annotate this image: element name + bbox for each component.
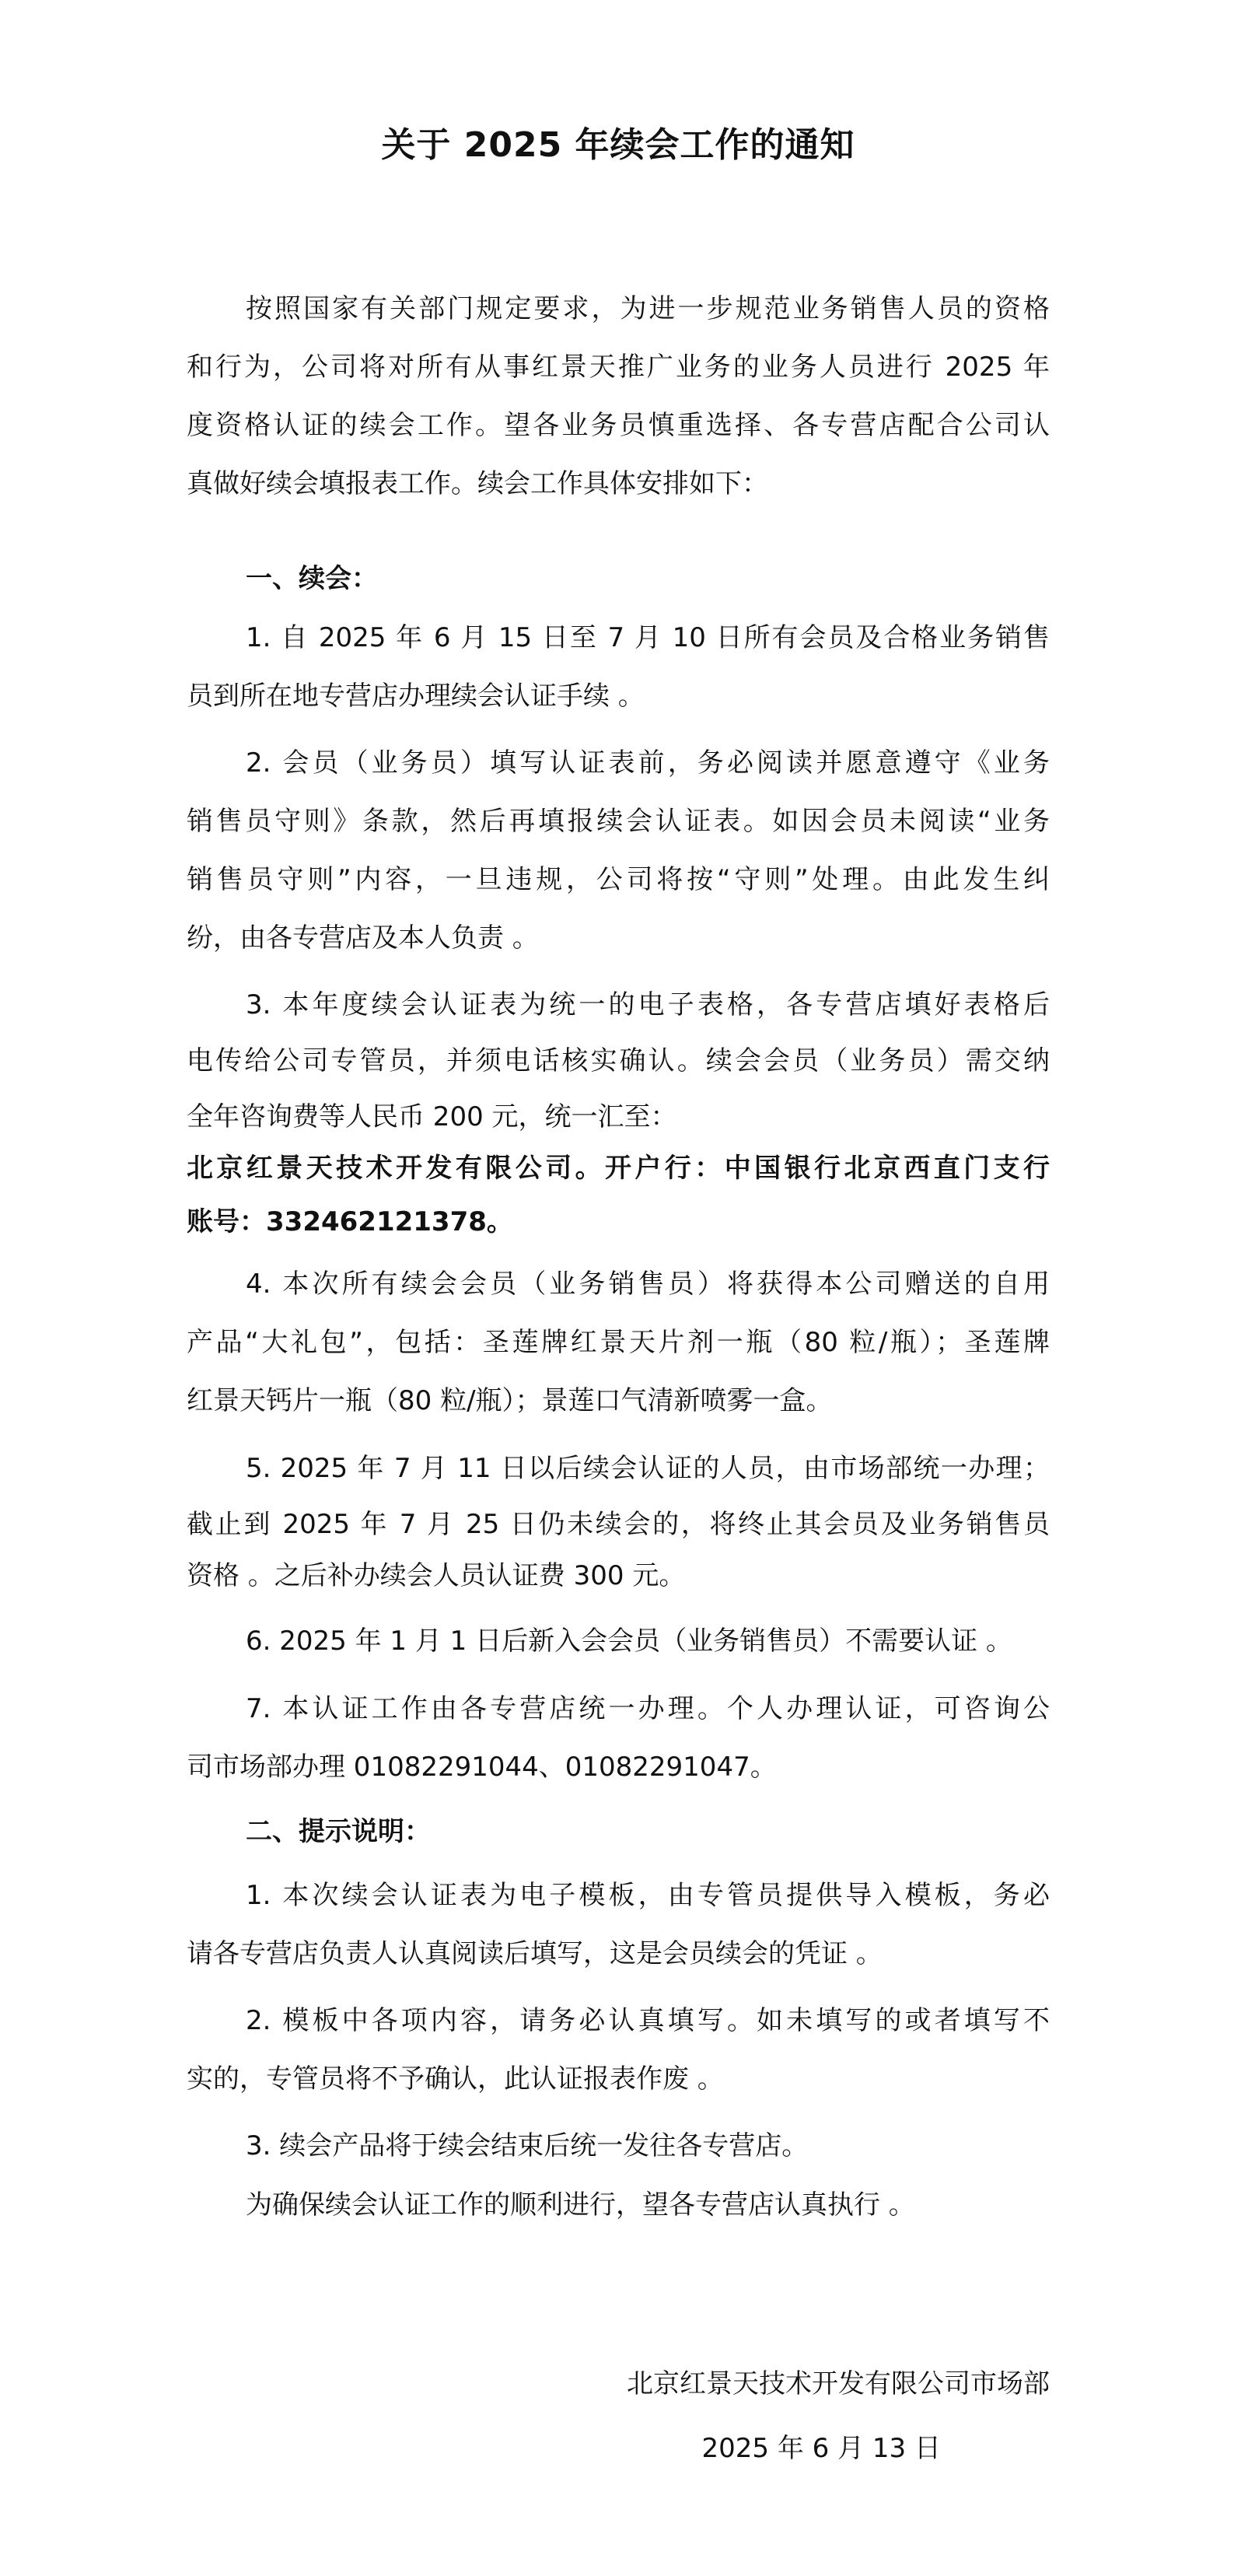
renewal-item-3: 全年咨询费等人民币 200 元，统一汇至： xyxy=(187,1101,677,1132)
renewal-item-2: 纷，由各专营店及本人负责 。 xyxy=(187,922,539,954)
renewal-item-1: 员到所在地专营店办理续会认证手续 。 xyxy=(187,681,645,712)
notes-item-2: 实的，专管员将不予确认，此认证报表作废 。 xyxy=(187,2063,724,2095)
closing-statement: 为确保续会认证工作的顺利进行，望各专营店认真执行 。 xyxy=(246,2189,915,2221)
intro-line: 按照国家有关部门规定要求，为进一步规范业务销售人员的资格 xyxy=(246,293,1050,324)
bank-account-number: 账号：332462121378。 xyxy=(187,1206,513,1237)
renewal-item-5: 5. 2025 年 7 月 11 日以后续会认证的人员，由市场部统一办理； xyxy=(246,1453,1050,1484)
notes-item-1: 1. 本次续会认证表为电子模板，由专管员提供导入模板，务必 xyxy=(246,1880,1050,1911)
intro-line: 度资格认证的续会工作。望各业务员慎重选择、各专营店配合公司认 xyxy=(187,410,1050,441)
renewal-item-2: 2. 会员（业务员）填写认证表前，务必阅读并愿意遵守《业务 xyxy=(246,747,1050,779)
renewal-item-1: 1. 自 2025 年 6 月 15 日至 7 月 10 日所有会员及合格业务销售 xyxy=(246,622,1050,653)
renewal-item-4: 4. 本次所有续会会员（业务销售员）将获得本公司赠送的自用 xyxy=(246,1269,1050,1300)
notes-item-2: 2. 模板中各项内容，请务必认真填写。如未填写的或者填写不 xyxy=(246,2005,1050,2036)
intro-line: 和行为，公司将对所有从事红景天推广业务的业务人员进行 2025 年 xyxy=(187,352,1050,383)
document-title: 关于 2025 年续会工作的通知 xyxy=(381,125,855,165)
renewal-item-6: 6. 2025 年 1 月 1 日后新入会会员（业务销售员）不需要认证 。 xyxy=(246,1626,1012,1657)
renewal-item-7: 7. 本认证工作由各专营店统一办理。个人办理认证，可咨询公 xyxy=(246,1693,1050,1724)
notes-item-1: 请各专营店负责人认真阅读后填写，这是会员续会的凭证 。 xyxy=(187,1938,883,1969)
bank-account-info: 北京红景天技术开发有限公司。开户行：中国银行北京西直门支行 xyxy=(187,1153,1050,1184)
signature-org: 北京红景天技术开发有限公司市场部 xyxy=(627,2368,1050,2399)
renewal-item-3: 电传给公司专管员，并须电话核实确认。续会会员（业务员）需交纳 xyxy=(187,1045,1050,1076)
intro-line: 真做好续会填报表工作。续会工作具体安排如下： xyxy=(187,468,768,499)
renewal-item-3: 3. 本年度续会认证表为统一的电子表格，各专营店填好表格后 xyxy=(246,989,1050,1020)
renewal-item-4: 产品“大礼包”，包括：圣莲牌红景天片剂一瓶（80 粒/瓶）；圣莲牌 xyxy=(187,1327,1050,1358)
renewal-item-4: 红景天钙片一瓶（80 粒/瓶）；景莲口气清新喷雾一盒。 xyxy=(187,1385,833,1416)
renewal-item-7: 司市场部办理 01082291044、01082291047。 xyxy=(187,1752,777,1783)
signature-date: 2025 年 6 月 13 日 xyxy=(701,2433,941,2464)
section-heading-renewal: 一、续会： xyxy=(246,563,378,594)
renewal-item-5: 资格 。之后补办续会人员认证费 300 元。 xyxy=(187,1560,686,1591)
renewal-item-2: 销售员守则》条款，然后再填报续会认证表。如因会员未阅读“业务 xyxy=(187,806,1050,837)
renewal-item-5: 截止到 2025 年 7 月 25 日仍未续会的，将终止其会员及业务销售员 xyxy=(187,1509,1050,1540)
renewal-item-2: 销售员守则”内容，一旦违规，公司将按“守则”处理。由此发生纠 xyxy=(187,864,1050,895)
notes-item-3: 3. 续会产品将于续会结束后统一发往各专营店。 xyxy=(246,2130,809,2161)
section-heading-notes: 二、提示说明： xyxy=(246,1816,431,1847)
